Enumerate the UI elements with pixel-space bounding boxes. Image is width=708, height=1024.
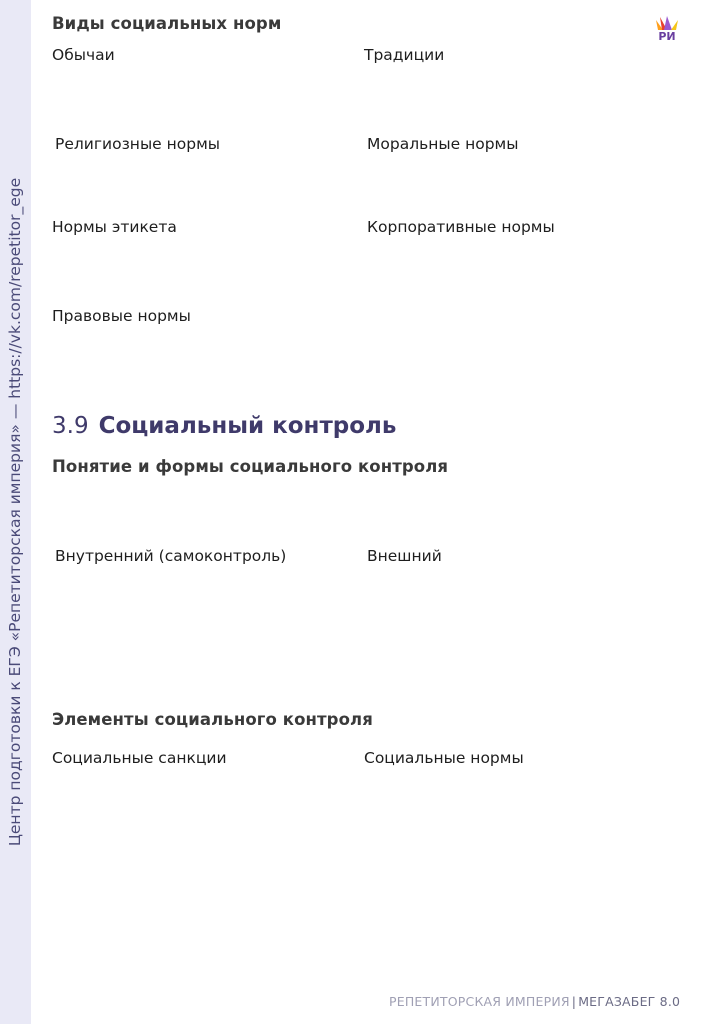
item-traditions: Традиции	[364, 46, 445, 64]
item-etiquette-norms: Нормы этикета	[52, 218, 177, 236]
item-internal-control: Внутренний (самоконтроль)	[55, 547, 287, 565]
sidebar-vertical-text: Центр подготовки к ЕГЭ «Репетиторская империя» — https://vk.com/repetitor_ege	[6, 177, 24, 847]
footer-brand: РЕПЕТИТОРСКАЯ ИМПЕРИЯ	[389, 994, 570, 1009]
item-religious-norms: Религиозные нормы	[55, 135, 221, 153]
footer	[389, 994, 680, 1009]
item-social-norms: Социальные нормы	[364, 749, 524, 767]
logo-text: РИ	[658, 30, 676, 43]
section-title-text: Социальный контроль	[98, 413, 397, 439]
section-number: 3.9	[52, 413, 89, 439]
sidebar-strip	[0, 0, 31, 1024]
subheading-control-forms: Понятие и формы социального контроля	[52, 457, 449, 476]
item-corporate-norms: Корпоративные нормы	[367, 218, 555, 236]
item-legal-norms: Правовые нормы	[52, 307, 191, 325]
footer-separator: |	[571, 994, 577, 1009]
item-social-sanctions: Социальные санкции	[52, 749, 227, 767]
item-moral-norms: Моральные нормы	[367, 135, 519, 153]
logo	[654, 16, 680, 46]
section-heading-norm-types: Виды социальных норм	[52, 14, 282, 33]
section-title	[52, 413, 396, 439]
subheading-control-elements: Элементы социального контроля	[52, 710, 373, 729]
item-customs: Обычаи	[52, 46, 115, 64]
footer-event: МЕГАЗАБЕГ 8.0	[578, 994, 681, 1009]
item-external-control: Внешний	[367, 547, 442, 565]
